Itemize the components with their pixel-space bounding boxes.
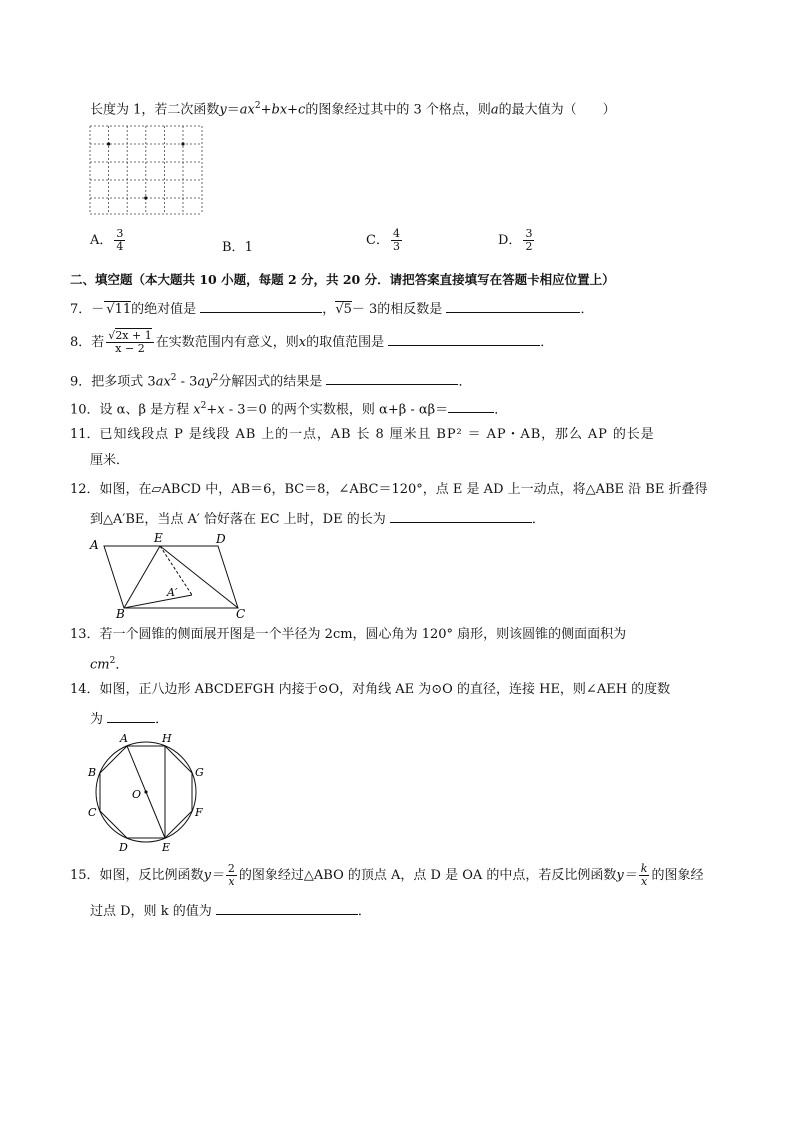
q12-parallelogram-figure [88,530,256,620]
label-o: O [132,788,142,801]
q6-grid-point [107,142,110,145]
label-f: F [195,806,203,819]
answer-blank-9[interactable] [326,370,458,385]
q6-grid-lines [90,126,202,214]
answer-blank-12[interactable] [390,508,532,523]
sqrt-symbol: √ [108,329,116,342]
label-h: H [162,732,172,745]
question-14: 14．如图，正八边形 ABCDEFGH 内接于⊙O，对角线 AE 为⊙O 的直径，连接 HE，则∠AEH 的度数 [70,682,671,697]
question-12-line2: 到△A′BE，当点 A′ 恰好落在 EC 上时，DE 的长为 ． [90,508,545,529]
answer-blank-10[interactable] [448,398,494,413]
label-d: D [216,532,226,546]
sqrt-5: √5 [335,302,352,317]
label-a: A [120,732,128,745]
q6-stem: 长度为 1，若二次函数$y=ax^2+bx+c$的图象经过其中的 3 个格点，则a的最大值为（ ） [90,101,616,118]
question-13-line2: $cm^2$． [90,656,129,673]
question-7: 7．－ √11的绝对值是 ，√5－ 3的相反数是 ． [70,298,593,319]
question-11: 11．已知线段点 P 是线段 AB 上的一点，AB 长 8 厘米且 BP² ＝ AP・AB，那么 AP 的长是 [70,427,655,442]
q6-option-a[interactable]: A． $\frac{3}{4}$ [90,227,124,253]
q6-option-c[interactable]: C． $\frac{4}{3}$ [366,227,400,253]
label-b: B [88,766,97,779]
question-13: 13．若一个圆锥的侧面展开图是一个半径为 2cm，圆心角为 120° 扇形，则该圆锥的侧面面积为 [70,627,627,642]
fraction: $\frac{4}{3}$ [392,227,400,253]
q6-grid-point [144,196,147,199]
segment-ba-prime [124,595,192,608]
fraction: $\frac{3}{2}$ [525,227,533,253]
q6-option-b[interactable]: B．1 [222,240,253,255]
question-12: 12．如图，在▱ABCD 中，AB＝6，BC＝8，∠ABC＝120°，点 E 是 AD 上一动点，将△ABE 沿 BE 折叠得 [70,482,708,497]
answer-blank-15[interactable] [216,900,358,915]
q6-grid-figure [88,124,204,216]
label-d: D [119,841,128,854]
question-11-line2: 厘米． [90,453,130,468]
fraction: $\frac{k}{x}$ [640,862,648,888]
q14-octagon-figure [86,730,210,854]
question-10: 10．设 α、β 是方程 $x^2+x - 3=0$ 的两个实数根，则 α+β - αβ＝ ． [70,397,507,419]
answer-blank-7b[interactable] [446,298,580,313]
label-a-prime: A′ [167,586,178,599]
q6-grid-point [181,142,184,145]
question-14-line2: 为 ． [90,708,168,729]
fraction: $\frac{√2x + 1}{x - 2}$ [108,329,152,355]
fraction: $\frac{2}{x}$ [227,862,235,888]
answer-blank-7a[interactable] [200,298,322,313]
q6-option-d[interactable]: D． $\frac{3}{2}$ [498,227,533,253]
segment-be [124,546,160,608]
label-g: G [195,766,204,779]
question-15: 15．如图，反比例函数y＝ $\frac{2}{x}$ 的图象经过△ABO 的顶点 A，点 D 是 OA 的中点，若反比例函数y＝ $\frac{k}{x}$ 的图象经 [70,862,704,888]
label-b: B [116,607,125,620]
label-c: C [88,806,97,819]
label-a: A [90,538,99,552]
question-8: 8．若 $\frac{√2x + 1}{x - 2}$ 在实数范围内有意义，则x的取值范围是 ． [70,329,554,355]
question-9: 9．把多项式 $3ax^2 - 3ay^2$分解因式的结果是 ． [70,369,471,391]
answer-blank-14[interactable] [107,708,155,723]
answer-blank-8[interactable] [388,331,540,346]
label-e: E [154,531,163,545]
label-e: E [162,841,171,854]
question-15-line2: 过点 D，则 k 的值为 ． [90,900,371,921]
sqrt-11: √11 [106,302,132,317]
section-title: 二、填空题（本大题共 10 小题，每题 2 分，共 20 分．请把答案直接填写在答题卡相应位置上） [70,272,615,287]
fraction: $\frac{3}{4}$ [116,227,124,253]
center-point [144,790,147,793]
label-c: C [236,607,246,620]
